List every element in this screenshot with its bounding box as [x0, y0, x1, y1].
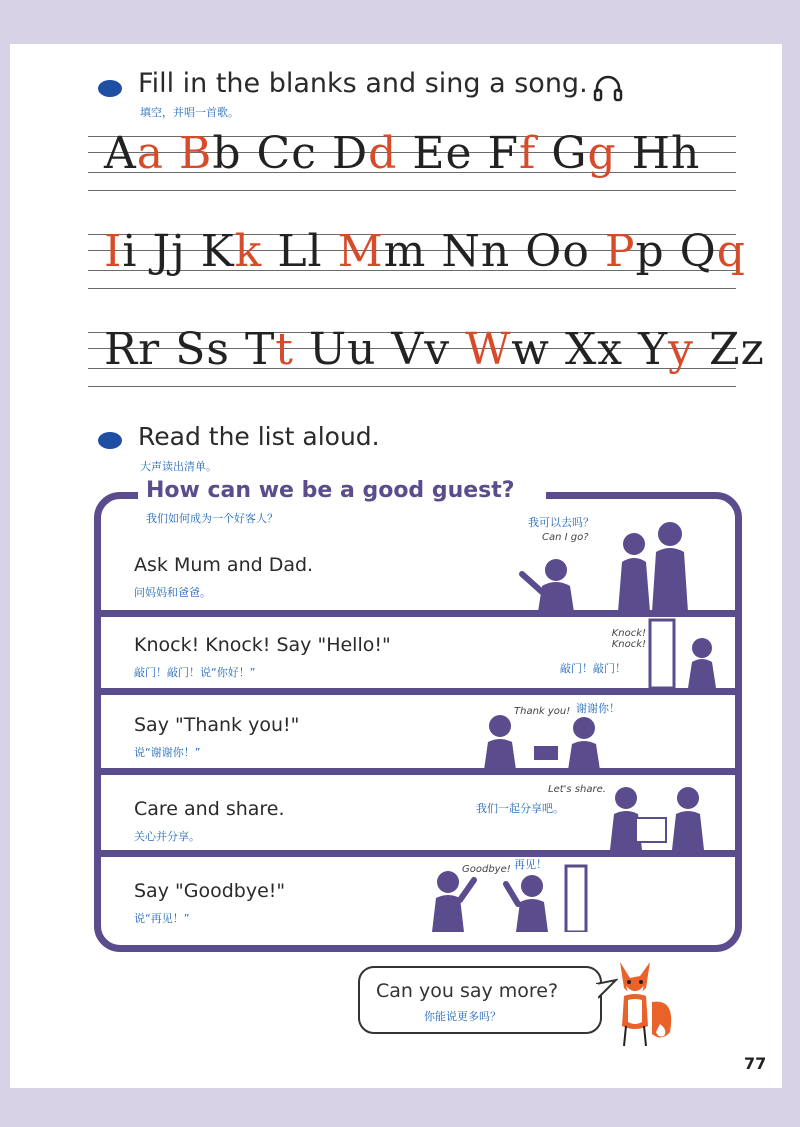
workbook-page — [10, 44, 782, 1088]
letter-upper-Y: Y — [638, 324, 669, 375]
alphabet-row-1 — [88, 128, 736, 190]
letter-lower-t: t — [275, 324, 294, 375]
alphabet-letters — [104, 324, 765, 376]
headphones-icon — [592, 72, 624, 104]
thank-you-illustration — [474, 710, 624, 770]
letter-upper-Q: Q — [679, 226, 717, 277]
section-subtitle-cn: 大声读出清单。 — [140, 460, 217, 473]
letter-lower-g: g — [587, 128, 617, 179]
list-item-cn: 敲门！敲门！说“你好！” — [134, 666, 256, 679]
bubble-question-cn: 你能说更多吗？ — [424, 1010, 501, 1023]
letter-upper-Z: Z — [709, 324, 741, 375]
letter-upper-T: T — [244, 324, 276, 375]
alphabet-letters — [104, 128, 732, 180]
goodbye-illustration — [420, 864, 590, 932]
letter-lower-b: b — [212, 128, 242, 179]
list-item-en: Ask Mum and Dad. — [134, 554, 314, 576]
section-title-fill-blanks: Fill in the blanks and sing a song. — [138, 68, 588, 99]
letter-upper-O: O — [525, 226, 563, 277]
letter-lower-j: j — [171, 226, 186, 277]
letter-upper-J: J — [152, 226, 172, 277]
guest-card-title: How can we be a good guest? — [146, 478, 515, 503]
letter-lower-s: s — [206, 324, 230, 375]
alphabet-letters — [104, 226, 746, 278]
letter-upper-N: N — [441, 226, 481, 277]
letter-upper-S: S — [175, 324, 207, 375]
list-item-cn: 关心并分享。 — [134, 830, 200, 843]
speech-note-cn: 再见！ — [514, 858, 547, 871]
letter-lower-l: l — [307, 226, 323, 277]
letter-upper-U: U — [308, 324, 348, 375]
letter-upper-G: G — [551, 128, 588, 179]
letter-lower-r: r — [138, 324, 161, 375]
letter-lower-n: n — [480, 226, 511, 277]
bullet-dot — [98, 80, 122, 97]
letter-lower-f: f — [519, 128, 537, 179]
speech-note-en: Thank you! — [514, 706, 571, 717]
speech-note-en: Goodbye! — [462, 864, 511, 875]
letter-upper-F: F — [487, 128, 520, 179]
letter-lower-q: q — [716, 226, 746, 277]
list-item-en: Knock! Knock! Say "Hello!" — [134, 634, 391, 656]
letter-upper-X: X — [564, 324, 598, 375]
list-row-divider — [94, 768, 742, 775]
letter-lower-e: e — [445, 128, 473, 179]
letter-upper-B: B — [179, 128, 213, 179]
letter-upper-W: W — [465, 324, 512, 375]
letter-upper-A: A — [104, 128, 137, 179]
letter-upper-E: E — [412, 128, 446, 179]
letter-lower-v: v — [424, 324, 451, 375]
letter-lower-c: c — [291, 128, 317, 179]
section-title-read-list: Read the list aloud. — [138, 422, 380, 451]
letter-lower-d: d — [368, 128, 398, 179]
speech-note-cn: 谢谢你！ — [576, 702, 620, 715]
letter-lower-z: z — [740, 324, 765, 375]
guest-card-title-cn: 我们如何成为一个好客人？ — [146, 512, 278, 525]
letter-lower-m: m — [383, 226, 427, 277]
letter-upper-K: K — [200, 226, 235, 277]
speech-note-en: Can I go? — [542, 532, 589, 543]
letter-lower-a: a — [136, 128, 165, 179]
list-item-en: Care and share. — [134, 798, 285, 820]
bullet-dot — [98, 432, 122, 449]
list-row-divider — [94, 610, 742, 617]
list-item-cn: 说“谢谢你！” — [134, 746, 201, 759]
letter-lower-w: w — [511, 324, 550, 375]
page-number: 77 — [744, 1054, 767, 1073]
speech-note-en: Let's share. — [548, 784, 606, 795]
letter-upper-I: I — [104, 226, 123, 277]
list-row-divider — [94, 850, 742, 857]
list-row-divider — [94, 688, 742, 695]
list-item-en: Say "Thank you!" — [134, 714, 300, 736]
letter-lower-u: u — [347, 324, 377, 375]
letter-upper-V: V — [391, 324, 425, 375]
letter-lower-y: y — [668, 324, 695, 375]
letter-lower-i: i — [122, 226, 138, 277]
letter-upper-H: H — [631, 128, 672, 179]
section-subtitle-cn: 填空，并唱一首歌。 — [140, 106, 239, 119]
speech-note-cn: 敲门！敲门！ — [560, 662, 626, 675]
letter-upper-D: D — [331, 128, 369, 179]
letter-lower-p: p — [635, 226, 665, 277]
fox-mascot-icon — [612, 958, 676, 1048]
alphabet-row-3 — [88, 324, 765, 386]
letter-upper-C: C — [256, 128, 292, 179]
sharing-illustration — [600, 784, 720, 850]
speech-note-cn: 我们一起分享吧。 — [476, 802, 564, 815]
bubble-question-en: Can you say more? — [376, 980, 559, 1002]
letter-lower-h: h — [671, 128, 701, 179]
letter-lower-o: o — [562, 226, 590, 277]
letter-upper-L: L — [277, 226, 308, 277]
child-and-parents-illustration — [510, 512, 710, 612]
list-item-cn: 说“再见！” — [134, 912, 190, 925]
letter-lower-k: k — [234, 226, 263, 277]
letter-lower-x: x — [597, 324, 624, 375]
letter-upper-P: P — [604, 226, 636, 277]
letter-upper-R: R — [104, 324, 139, 375]
alphabet-row-2 — [88, 226, 746, 288]
letter-upper-M: M — [337, 226, 384, 277]
speech-note-cn: 我可以去吗？ — [528, 516, 594, 529]
speech-note-en: Knock! Knock! — [611, 628, 646, 650]
list-item-cn: 问妈妈和爸爸。 — [134, 586, 211, 599]
list-item-en: Say "Goodbye!" — [134, 880, 286, 902]
door-knock-illustration — [646, 618, 726, 688]
